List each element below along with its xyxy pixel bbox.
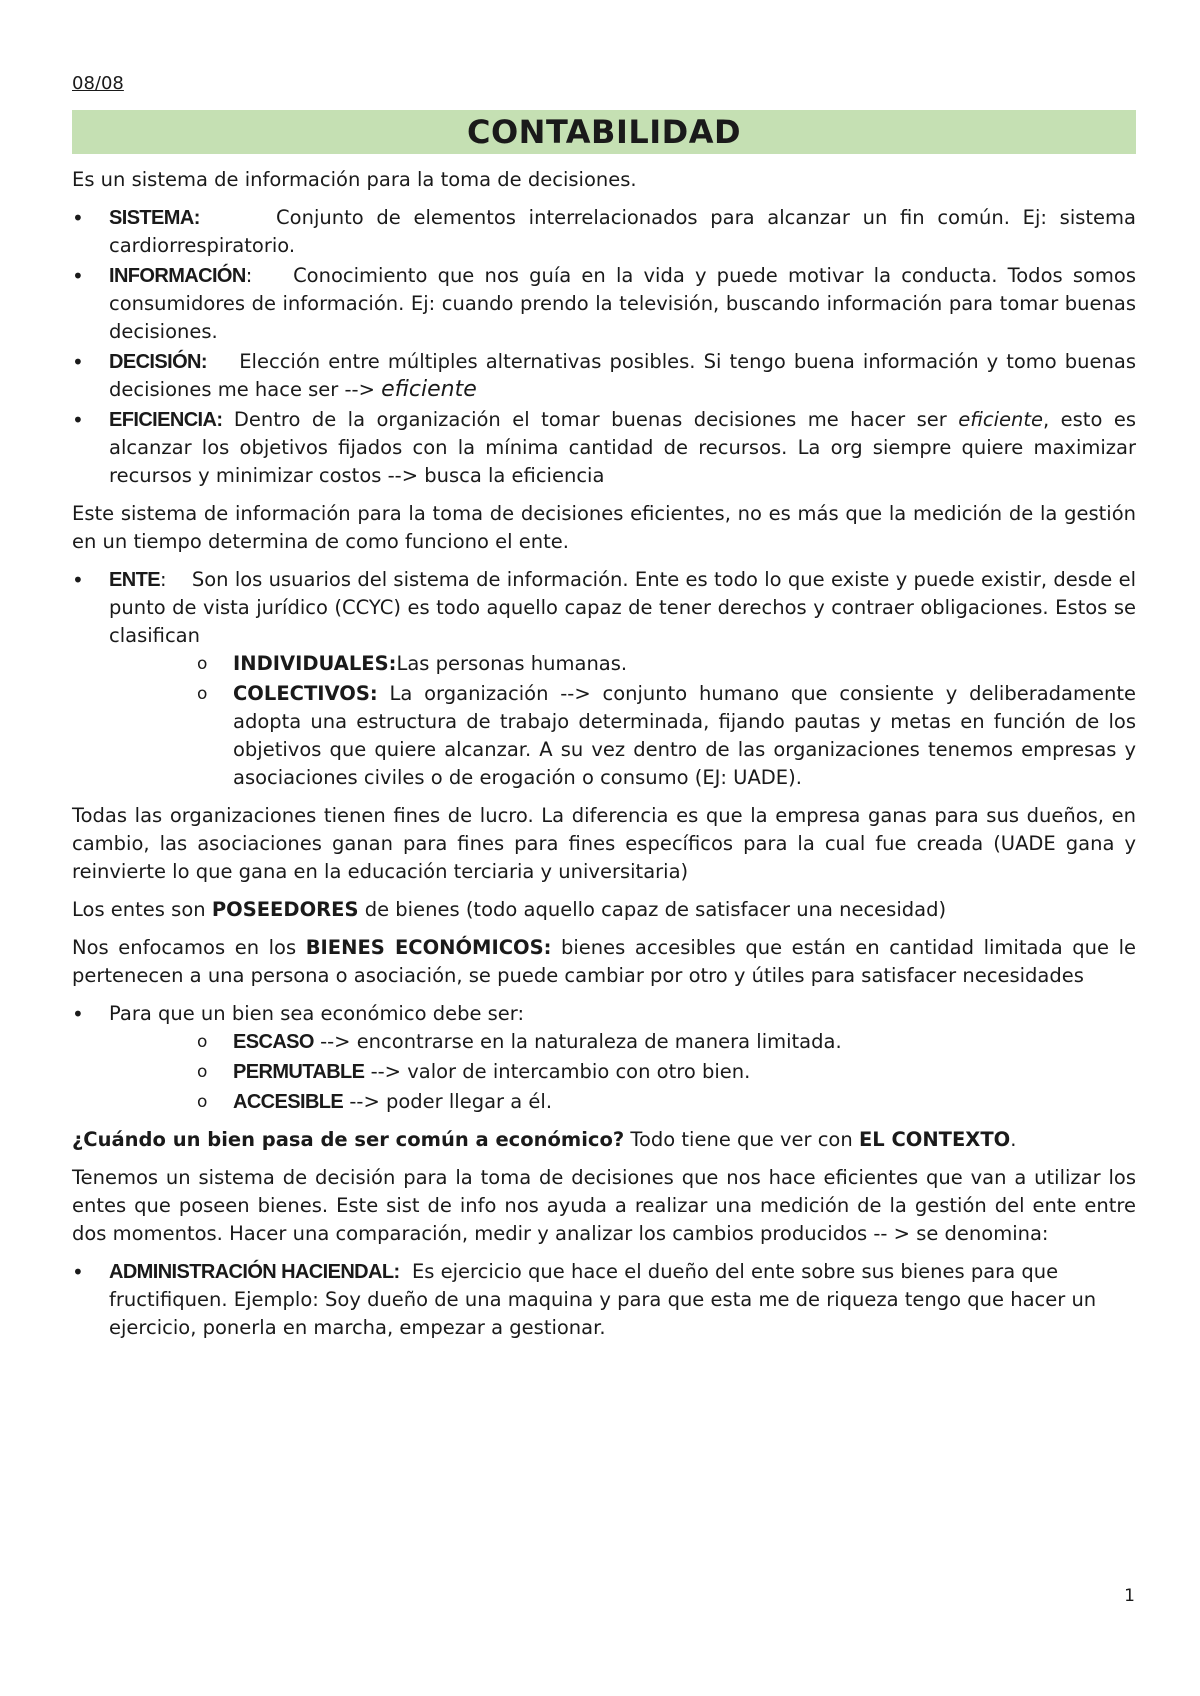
term-administracion-haciendal: ADMINISTRACIÓN HACIENDAL:: [109, 1261, 400, 1283]
cuando-paragraph: [72, 1126, 1136, 1154]
label-individuales: INDIVIDUALES:: [233, 652, 397, 675]
economico-intro: Para que un bien sea económico debe ser:: [109, 1002, 525, 1025]
definition-text: Dentro de la organización el tomar buenas decisiones me hacer ser: [233, 408, 947, 431]
page-title: CONTABILIDAD: [72, 110, 1136, 154]
date-label: 08/08: [72, 73, 124, 94]
definition-text: --> encontrarse en la naturaleza de manera limitada.: [320, 1030, 842, 1053]
list-item-economico: [72, 1000, 1136, 1116]
economico-subtypes-list: [109, 1028, 1136, 1116]
definition-text: Conjunto de elementos interrelacionados para alcanzar un fin común. Ej: sistema cardiorrespiratorio.: [109, 206, 1136, 257]
text-run: .: [1010, 1128, 1017, 1151]
term-sistema: SISTEMA:: [109, 207, 200, 229]
term-separator: :: [245, 264, 253, 287]
label-colectivos: COLECTIVOS:: [233, 682, 378, 705]
ente-subtypes-list: [109, 650, 1136, 792]
bold-contexto: EL CONTEXTO: [858, 1128, 1011, 1151]
intro-paragraph: Es un sistema de información para la toma de decisiones.: [72, 168, 637, 191]
emphasis-eficiente: eficiente: [958, 408, 1043, 431]
sistema-paragraph: Este sistema de información para la toma de decisiones eficientes, no es más que la medición de la gestión en un tiempo determina de como funciono el ente.: [72, 502, 1136, 553]
definition-text: --> poder llegar a él.: [349, 1090, 553, 1113]
emphasis-eficiente: eficiente: [381, 377, 477, 402]
list-item-permutable: [109, 1058, 1136, 1086]
tenemos-paragraph: Tenemos un sistema de decisión para la toma de decisiones que nos hace eficientes que van a utilizar los entes que poseen bienes. Este sist de info nos ayuda a realizar una medición de la gestión del ente entre dos momentos. Hacer una comparación, medir y analizar los cambios producidos -- > se denomina:: [72, 1166, 1136, 1245]
term-accesible: ACCESIBLE: [233, 1091, 344, 1113]
term-permutable: PERMUTABLE: [233, 1061, 365, 1083]
definition-text: La organización --> conjunto humano que consiente y deliberadamente adopta una estructura de trabajo determinada, fijando pautas y metas en función de los objetivos que quiere alcanzar. A su vez dentro de las organizaciones tenemos empresas y asociaciones civiles o de erogación o consumo (EJ: UADE).: [233, 682, 1137, 789]
definition-text: Las personas humanas.: [396, 652, 628, 675]
term-decision: DECISIÓN:: [109, 351, 207, 373]
economico-list: [72, 1000, 1136, 1116]
list-item-sistema: [72, 204, 1136, 260]
list-item-accesible: [109, 1088, 1136, 1116]
list-item-escaso: [109, 1028, 1136, 1056]
text-run: Nos enfocamos en los: [72, 936, 297, 959]
list-item-admin: [72, 1258, 1136, 1342]
bold-bienes-economicos: BIENES ECONÓMICOS:: [305, 936, 552, 959]
text-run: bienes accesibles que están en cantidad limitada que le pertenecen a una persona o asociación, se puede cambiar por otro y útiles para satisfacer necesidades: [72, 936, 1136, 987]
definition-text-cont: , esto es alcanzar los objetivos fijados con la mínima cantidad de recursos. La org siempre quiere maximizar recursos y minimizar costos --> busca la eficiencia: [109, 408, 1136, 487]
text-run: Los entes son: [72, 898, 206, 921]
definition-text: Conocimiento que nos guía en la vida y puede motivar la conducta. Todos somos consumidores de información. Ej: cuando prendo la televisión, buscando información para tomar buenas decisiones.: [109, 264, 1137, 343]
term-escaso: ESCASO: [233, 1031, 314, 1053]
term-separator: :: [159, 568, 167, 591]
text-run: Todo tiene que ver con: [630, 1128, 853, 1151]
list-item-ente: [72, 566, 1136, 792]
term-informacion: INFORMACIÓN: [109, 265, 246, 287]
definition-text: --> valor de intercambio con otro bien.: [370, 1060, 751, 1083]
document-page: [72, 72, 1136, 1352]
definition-text: Es ejercicio que hace el dueño del ente sobre sus bienes para que fructifiquen. Ejemplo: Soy dueño de una maquina y para que esta me de riqueza tengo que hacer un ejercicio, ponerla en marcha, empezar a gestionar.: [109, 1260, 1097, 1339]
ente-list: [72, 566, 1136, 792]
definitions-list: [72, 204, 1136, 490]
list-item-colectivos: [109, 680, 1136, 792]
admin-list: [72, 1258, 1136, 1342]
list-item-eficiencia: [72, 406, 1136, 490]
poseedores-paragraph: [72, 896, 1136, 924]
page-number: 1: [1124, 1586, 1135, 1606]
list-item-decision: [72, 348, 1136, 404]
text-run: de bienes (todo aquello capaz de satisfacer una necesidad): [364, 898, 947, 921]
list-item-individuales: [109, 650, 1136, 678]
term-ente: ENTE: [109, 569, 160, 591]
list-item-informacion: [72, 262, 1136, 346]
definition-text: Elección entre múltiples alternativas posibles. Si tengo buena información y tomo buenas decisiones me hace ser -->: [109, 350, 1136, 401]
bienes-paragraph: [72, 934, 1136, 990]
definition-text: Son los usuarios del sistema de información. Ente es todo lo que existe y puede existir, desde el punto de vista jurídico (CCYC) es todo aquello capaz de tener derechos y contraer obligaciones. Estos se clasifican: [109, 568, 1137, 647]
bold-poseedores: POSEEDORES: [211, 898, 359, 921]
bold-question: ¿Cuándo un bien pasa de ser común a económico?: [72, 1128, 625, 1151]
term-eficiencia: EFICIENCIA:: [109, 409, 223, 431]
lucro-paragraph: Todas las organizaciones tienen fines de lucro. La diferencia es que la empresa ganas para sus dueños, en cambio, las asociaciones ganan para fines para fines específicos para la cual fue creada (UADE gana y reinvierte lo que gana en la educación terciaria y universitaria): [72, 804, 1136, 883]
